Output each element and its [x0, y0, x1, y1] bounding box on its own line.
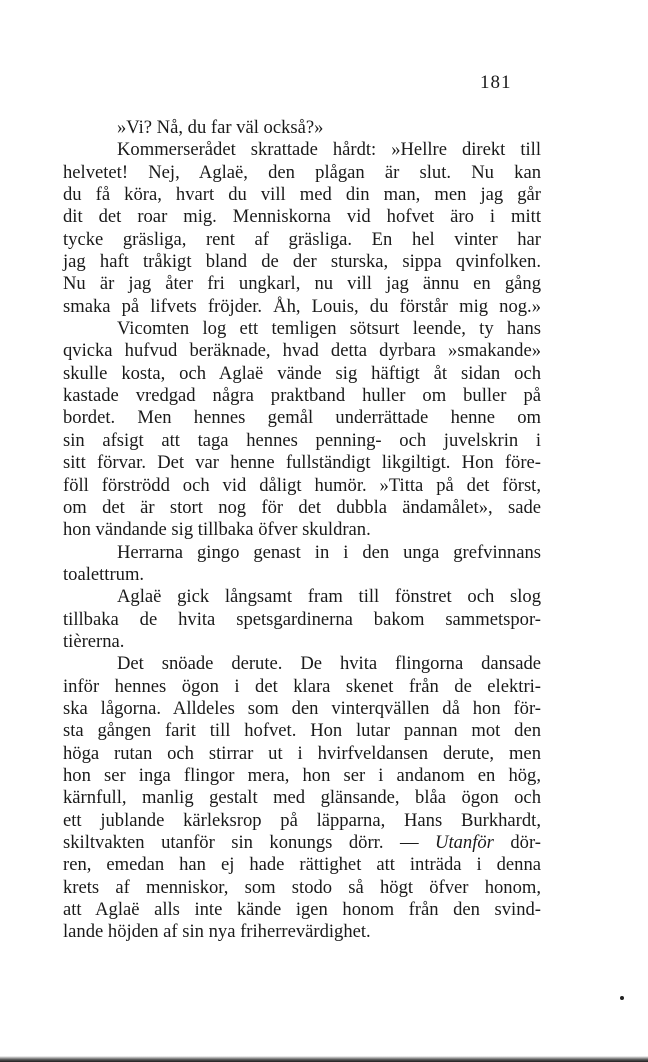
text-line: sin afsigt att taga hennes penning- och juvelskrin i	[63, 429, 541, 451]
text-line: qvicka hufvud beräknade, hvad detta dyrbara »smakande»	[63, 340, 541, 362]
text-line: Herrarna gingo genast in i den unga grefvinnans	[117, 541, 541, 563]
text-line: föll förströdd och vid dåligt humör. »Titta på det först,	[63, 474, 541, 496]
scan-speck	[620, 996, 624, 1000]
page-number: 181	[480, 72, 512, 93]
text-line: bordet. Men hennes gemål underrättade henne om	[63, 407, 541, 429]
text-line: skiltvakten utanför sin konungs dörr. — Utanför dör-	[63, 832, 541, 853]
text-line: Nu är jag åter fri ungkarl, nu vill jag ännu en gång	[63, 273, 541, 295]
text-line: ren, emedan han ej hade rättighet att inträda i denna	[63, 854, 541, 876]
body-text	[63, 117, 541, 944]
text-line: tièrerna.	[63, 630, 125, 652]
text-line: smaka på lifvets fröjder. Åh, Louis, du förstår mig nog.»	[63, 295, 541, 317]
text-line: Aglaë gick långsamt fram till fönstret och slog	[117, 586, 541, 608]
text-line: kastade vredgad några praktband huller om buller på	[63, 385, 541, 407]
text-line: hon vändande sig tillbaka öfver skuldran.	[63, 519, 371, 541]
text-line: Kommerserådet skrattade hårdt: »Hellre direkt till	[117, 139, 541, 161]
text-line: kärnfull, manlig gestalt med glänsande, blåa ögon och	[63, 787, 541, 809]
text-line: du få köra, hvart du vill med din man, men jag går	[63, 184, 541, 206]
text-line: helvetet! Nej, Aglaë, den plågan är slut. Nu kan	[63, 161, 541, 183]
text-line: jag haft tråkigt bland de der sturska, sippa qvinfolken.	[63, 251, 541, 273]
text-line: dit det roar mig. Menniskorna vid hofvet äro i mitt	[63, 206, 541, 228]
text-line: toalettrum.	[63, 563, 145, 585]
text-line: inför hennes ögon i det klara skenet från de elektri-	[63, 675, 541, 697]
text-line: hon ser inga flingor mera, hon ser i andanom en hög,	[63, 764, 541, 786]
text-line: lande höjden af sin nya friherrevärdighet.	[63, 921, 371, 943]
page-bottom-edge	[0, 1056, 648, 1062]
text-line: Vicomten log ett temligen sötsurt leende, ty hans	[117, 318, 541, 340]
text-line: ska lågorna. Alldeles som den vinterqvällen då hon för-	[63, 697, 541, 719]
text-line: skulle kosta, och Aglaë vände sig häftigt åt sidan och	[63, 362, 541, 384]
text-line: Det snöade derute. De hvita flingorna dansade	[117, 653, 541, 675]
text-line: sta gången farit till hofvet. Hon lutar pannan mot den	[63, 720, 541, 742]
text-line: ett jublande kärleksrop på läpparna, Hans Burkhardt,	[63, 809, 541, 831]
emphasis: Utanför	[435, 832, 494, 853]
text-line: tillbaka de hvita spetsgardinerna bakom sammetspor-	[63, 608, 541, 630]
text-line: tycke gräsliga, rent af gräsliga. En hel vinter har	[63, 228, 541, 250]
text-line: att Aglaë alls inte kände igen honom från den svind-	[63, 899, 541, 921]
text-line: höga rutan och stirrar ut i hvirfveldansen derute, men	[63, 742, 541, 764]
text-line: krets af menniskor, som stodo så högt öfver honom,	[63, 876, 541, 898]
text-line: sitt förvar. Det var henne fullständigt likgiltigt. Hon före-	[63, 452, 541, 474]
text-line: »Vi? Nå, du far väl också?»	[117, 117, 324, 138]
text-line: om det är stort nog för det dubbla ändamålet», sade	[63, 496, 541, 518]
